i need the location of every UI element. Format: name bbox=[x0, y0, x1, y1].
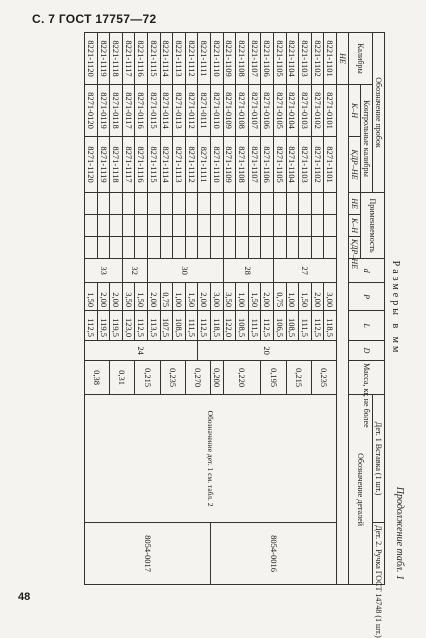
cell-app-kdp bbox=[110, 237, 123, 259]
cell-p: 0,75 bbox=[160, 283, 173, 311]
rotated-table-block bbox=[10, 28, 405, 638]
th-control-gauges: Контрольные калибры bbox=[361, 85, 373, 193]
cell-p: 2,00 bbox=[148, 283, 161, 311]
cell-p: 1,00 bbox=[236, 283, 249, 311]
cell-l: 119,5 bbox=[110, 311, 123, 341]
cell-app-ne bbox=[324, 193, 337, 215]
cell-app-kdp bbox=[122, 237, 135, 259]
cell-mass: 0,200 bbox=[211, 361, 224, 395]
cell-l: 107,5 bbox=[160, 311, 173, 341]
cell-app-kdp bbox=[148, 237, 161, 259]
cell-kdp: 8271-1107 bbox=[248, 137, 261, 193]
cell-app-kdp bbox=[211, 237, 224, 259]
th-applicability: Применяемость bbox=[361, 193, 385, 259]
cell-app-ne bbox=[85, 193, 98, 215]
cell-kdp: 8271-1119 bbox=[97, 137, 110, 193]
cell-kn: 8271-0103 bbox=[299, 85, 312, 137]
cell-app-kn bbox=[211, 215, 224, 237]
cell-app-ne bbox=[198, 193, 211, 215]
cell-app-kn bbox=[236, 215, 249, 237]
th-p: P bbox=[349, 283, 385, 311]
cell-kdp: 8271-1118 bbox=[110, 137, 123, 193]
cell-app-kdp bbox=[173, 237, 186, 259]
cell-d: 33 bbox=[85, 259, 123, 283]
cell-kn: 8271-0117 bbox=[122, 85, 135, 137]
cell-p: 1,50 bbox=[185, 283, 198, 311]
th-part1: Дет. 1 Вставка (1 шт.) bbox=[373, 395, 385, 523]
cell-D: 20 bbox=[198, 341, 337, 361]
cell-l: 111,5 bbox=[299, 311, 312, 341]
cell-app-kdp bbox=[135, 237, 148, 259]
cell-app-ne bbox=[311, 193, 324, 215]
cell-ne: 8221-1120 bbox=[85, 33, 98, 85]
th-d: d bbox=[349, 259, 385, 283]
cell-ne: 8221-1110 bbox=[211, 33, 224, 85]
cell-l: 112,5 bbox=[311, 311, 324, 341]
cell-ne: 8221-1105 bbox=[274, 33, 287, 85]
th-ne: НЕ bbox=[337, 33, 349, 85]
cell-app-kn bbox=[274, 215, 287, 237]
page-number: 48 bbox=[18, 591, 31, 603]
cell-app-ne bbox=[286, 193, 299, 215]
cell-app-ne bbox=[110, 193, 123, 215]
cell-l: 108,5 bbox=[286, 311, 299, 341]
cell-app-kn bbox=[173, 215, 186, 237]
cell-l: 106,5 bbox=[274, 311, 287, 341]
cell-ne: 8221-1103 bbox=[299, 33, 312, 85]
cell-kdp: 8271-1105 bbox=[274, 137, 287, 193]
cell-ne: 8221-1115 bbox=[148, 33, 161, 85]
cell-l: 113,5 bbox=[148, 311, 161, 341]
cell-mass: 0,235 bbox=[160, 361, 185, 395]
cell-kdp: 8271-1111 bbox=[198, 137, 211, 193]
cell-kdp: 8271-1117 bbox=[122, 137, 135, 193]
cell-p: 2,00 bbox=[311, 283, 324, 311]
cell-app-kdp bbox=[198, 237, 211, 259]
cell-kn: 8271-0101 bbox=[324, 85, 337, 137]
cell-l: 111,5 bbox=[248, 311, 261, 341]
cell-d: 32 bbox=[122, 259, 147, 283]
cell-ne: 8221-1106 bbox=[261, 33, 274, 85]
cell-kdp: 8271-1104 bbox=[286, 137, 299, 193]
cell-mass: 0,215 bbox=[286, 361, 311, 395]
cell-ne: 8221-1117 bbox=[122, 33, 135, 85]
cell-l: 112,5 bbox=[85, 311, 98, 341]
cell-p: 3,00 bbox=[211, 283, 224, 311]
cell-p: 1,50 bbox=[85, 283, 98, 311]
cell-p: 3,00 bbox=[324, 283, 337, 311]
cell-l: 118,5 bbox=[211, 311, 224, 341]
cell-l: 112,5 bbox=[198, 311, 211, 341]
cell-app-ne bbox=[135, 193, 148, 215]
cell-ne: 8221-1102 bbox=[311, 33, 324, 85]
cell-p: 1,00 bbox=[173, 283, 186, 311]
cell-app-ne bbox=[223, 193, 236, 215]
th-part2: Дет. 2. Ручка ГОСТ 14748 (1 шт.) bbox=[373, 523, 385, 585]
cell-kn: 8271-0109 bbox=[223, 85, 236, 137]
cell-ne: 8221-1101 bbox=[324, 33, 337, 85]
cell-app-kn bbox=[324, 215, 337, 237]
cell-app-kdp bbox=[311, 237, 324, 259]
cell-app-kdp bbox=[299, 237, 312, 259]
th-parts-designation: Обозначение деталей bbox=[349, 395, 373, 585]
cell-ne: 8221-1113 bbox=[173, 33, 186, 85]
cell-ne: 8221-1114 bbox=[160, 33, 173, 85]
cell-mass: 0,235 bbox=[311, 361, 336, 395]
cell-app-kn bbox=[198, 215, 211, 237]
page-header: С. 7 ГОСТ 17757—72 bbox=[32, 12, 157, 26]
cell-kn: 8271-0120 bbox=[85, 85, 98, 137]
cell-p: 3,50 bbox=[122, 283, 135, 311]
cell-app-kdp bbox=[85, 237, 98, 259]
th-kn: К–Н bbox=[349, 85, 361, 137]
cell-app-kdp bbox=[185, 237, 198, 259]
cell-kn: 8271-0106 bbox=[261, 85, 274, 137]
cell-kdp: 8271-1106 bbox=[261, 137, 274, 193]
cell-part2: 8054-0016 bbox=[211, 523, 337, 585]
cell-l: 118,5 bbox=[324, 311, 337, 341]
cell-kdp: 8271-1115 bbox=[148, 137, 161, 193]
cell-mass: 0,270 bbox=[185, 361, 210, 395]
cell-l: 108,5 bbox=[173, 311, 186, 341]
cell-p: 1,00 bbox=[286, 283, 299, 311]
th-app-kdp: КДР–НЕ bbox=[349, 237, 361, 259]
cell-part2: 8054-0017 bbox=[85, 523, 211, 585]
cell-p: 2,00 bbox=[198, 283, 211, 311]
cell-kdp: 8271-1103 bbox=[299, 137, 312, 193]
cell-p: 2,00 bbox=[110, 283, 123, 311]
cell-kdp: 8271-1116 bbox=[135, 137, 148, 193]
cell-app-kn bbox=[97, 215, 110, 237]
cell-p: 1,50 bbox=[248, 283, 261, 311]
th-app-ne: НЕ bbox=[349, 193, 361, 215]
cell-mass: 0,220 bbox=[223, 361, 261, 395]
cell-app-ne bbox=[185, 193, 198, 215]
cell-l: 122,0 bbox=[223, 311, 236, 341]
cell-app-kdp bbox=[274, 237, 287, 259]
cell-app-kn bbox=[248, 215, 261, 237]
cell-app-kn bbox=[160, 215, 173, 237]
th-mass: Масса, кг, не более bbox=[349, 361, 385, 395]
cell-app-ne bbox=[122, 193, 135, 215]
cell-p: 3,50 bbox=[223, 283, 236, 311]
cell-app-kn bbox=[135, 215, 148, 237]
cell-kn: 8271-0119 bbox=[97, 85, 110, 137]
cell-mass: 0,195 bbox=[261, 361, 286, 395]
cell-app-kn bbox=[148, 215, 161, 237]
cell-mass: 0,31 bbox=[110, 361, 135, 395]
cell-app-ne bbox=[274, 193, 287, 215]
cell-app-kdp bbox=[223, 237, 236, 259]
cell-ne: 8221-1119 bbox=[97, 33, 110, 85]
table-row bbox=[324, 33, 337, 585]
cell-kn: 8271-0116 bbox=[135, 85, 148, 137]
cell-app-kdp bbox=[286, 237, 299, 259]
table-continuation: Продолжение табл. 1 bbox=[394, 486, 405, 580]
cell-kn: 8271-0115 bbox=[148, 85, 161, 137]
cell-p: 1,50 bbox=[135, 283, 148, 311]
cell-D: 24 bbox=[85, 341, 198, 361]
cell-l: 111,5 bbox=[185, 311, 198, 341]
cell-l: 112,5 bbox=[261, 311, 274, 341]
cell-ne: 8221-1104 bbox=[286, 33, 299, 85]
cell-app-kdp bbox=[236, 237, 249, 259]
cell-app-kn bbox=[311, 215, 324, 237]
cell-kn: 8271-0102 bbox=[311, 85, 324, 137]
cell-kdp: 8271-1112 bbox=[185, 137, 198, 193]
cell-kdp: 8271-1120 bbox=[85, 137, 98, 193]
cell-app-kn bbox=[299, 215, 312, 237]
cell-app-kn bbox=[223, 215, 236, 237]
cell-app-kn bbox=[185, 215, 198, 237]
cell-kdp: 8271-1101 bbox=[324, 137, 337, 193]
cell-l: 112,5 bbox=[135, 311, 148, 341]
cell-app-ne bbox=[211, 193, 224, 215]
cell-p: 2,00 bbox=[97, 283, 110, 311]
cell-app-ne bbox=[299, 193, 312, 215]
cell-app-kdp bbox=[97, 237, 110, 259]
cell-kdp: 8271-1108 bbox=[236, 137, 249, 193]
th-kdp-ne: КДР–НЕ bbox=[349, 137, 361, 193]
cell-l: 119,5 bbox=[97, 311, 110, 341]
th-gauges: Калибры bbox=[349, 33, 373, 85]
cell-kdp: 8271-1113 bbox=[173, 137, 186, 193]
cell-app-ne bbox=[173, 193, 186, 215]
cell-app-kdp bbox=[261, 237, 274, 259]
cell-ne: 8221-1109 bbox=[223, 33, 236, 85]
th-l: L bbox=[349, 311, 385, 341]
cell-app-kn bbox=[286, 215, 299, 237]
cell-app-kn bbox=[261, 215, 274, 237]
cell-ne: 8221-1112 bbox=[185, 33, 198, 85]
cell-app-ne bbox=[261, 193, 274, 215]
cell-kn: 8271-0108 bbox=[236, 85, 249, 137]
cell-kn: 8271-0104 bbox=[286, 85, 299, 137]
cell-kn: 8271-0107 bbox=[248, 85, 261, 137]
cell-d: 30 bbox=[148, 259, 224, 283]
cell-p: 2,00 bbox=[261, 283, 274, 311]
cell-kdp: 8271-1109 bbox=[223, 137, 236, 193]
cell-app-ne bbox=[248, 193, 261, 215]
cell-l: 123,0 bbox=[122, 311, 135, 341]
cell-part1-note: Обозначение дет. 1 см. табл. 2 bbox=[85, 395, 337, 523]
cell-mass: 0,38 bbox=[85, 361, 110, 395]
cell-app-ne bbox=[148, 193, 161, 215]
cell-app-kn bbox=[110, 215, 123, 237]
cell-kn: 8271-0118 bbox=[110, 85, 123, 137]
cell-app-ne bbox=[236, 193, 249, 215]
cell-d: 27 bbox=[274, 259, 337, 283]
cell-ne: 8221-1107 bbox=[248, 33, 261, 85]
cell-app-kdp bbox=[248, 237, 261, 259]
cell-kn: 8271-0113 bbox=[173, 85, 186, 137]
cell-ne: 8221-1111 bbox=[198, 33, 211, 85]
cell-app-kdp bbox=[160, 237, 173, 259]
cell-l: 108,5 bbox=[236, 311, 249, 341]
cell-p: 1,50 bbox=[299, 283, 312, 311]
cell-kdp: 8271-1114 bbox=[160, 137, 173, 193]
cell-ne: 8221-1118 bbox=[110, 33, 123, 85]
cell-kn: 8271-0112 bbox=[185, 85, 198, 137]
cell-app-ne bbox=[97, 193, 110, 215]
cell-p: 0,75 bbox=[274, 283, 287, 311]
cell-kn: 8271-0105 bbox=[274, 85, 287, 137]
th-D: D bbox=[349, 341, 385, 361]
cell-kn: 8271-0114 bbox=[160, 85, 173, 137]
cell-app-ne bbox=[160, 193, 173, 215]
cell-ne: 8221-1108 bbox=[236, 33, 249, 85]
cell-ne: 8221-1116 bbox=[135, 33, 148, 85]
cell-app-kn bbox=[122, 215, 135, 237]
cell-app-kdp bbox=[324, 237, 337, 259]
parts-table bbox=[84, 32, 385, 638]
cell-kdp: 8271-1110 bbox=[211, 137, 224, 193]
cell-kn: 8271-0111 bbox=[198, 85, 211, 137]
cell-kdp: 8271-1102 bbox=[311, 137, 324, 193]
table-title: Размеры в мм bbox=[390, 260, 401, 356]
cell-app-kn bbox=[85, 215, 98, 237]
cell-kn: 8271-0110 bbox=[211, 85, 224, 137]
th-designation: Обозначение пробок bbox=[373, 33, 385, 193]
cell-d: 28 bbox=[223, 259, 273, 283]
cell-mass: 0,215 bbox=[135, 361, 160, 395]
th-app-kn: К–Н bbox=[349, 215, 361, 237]
